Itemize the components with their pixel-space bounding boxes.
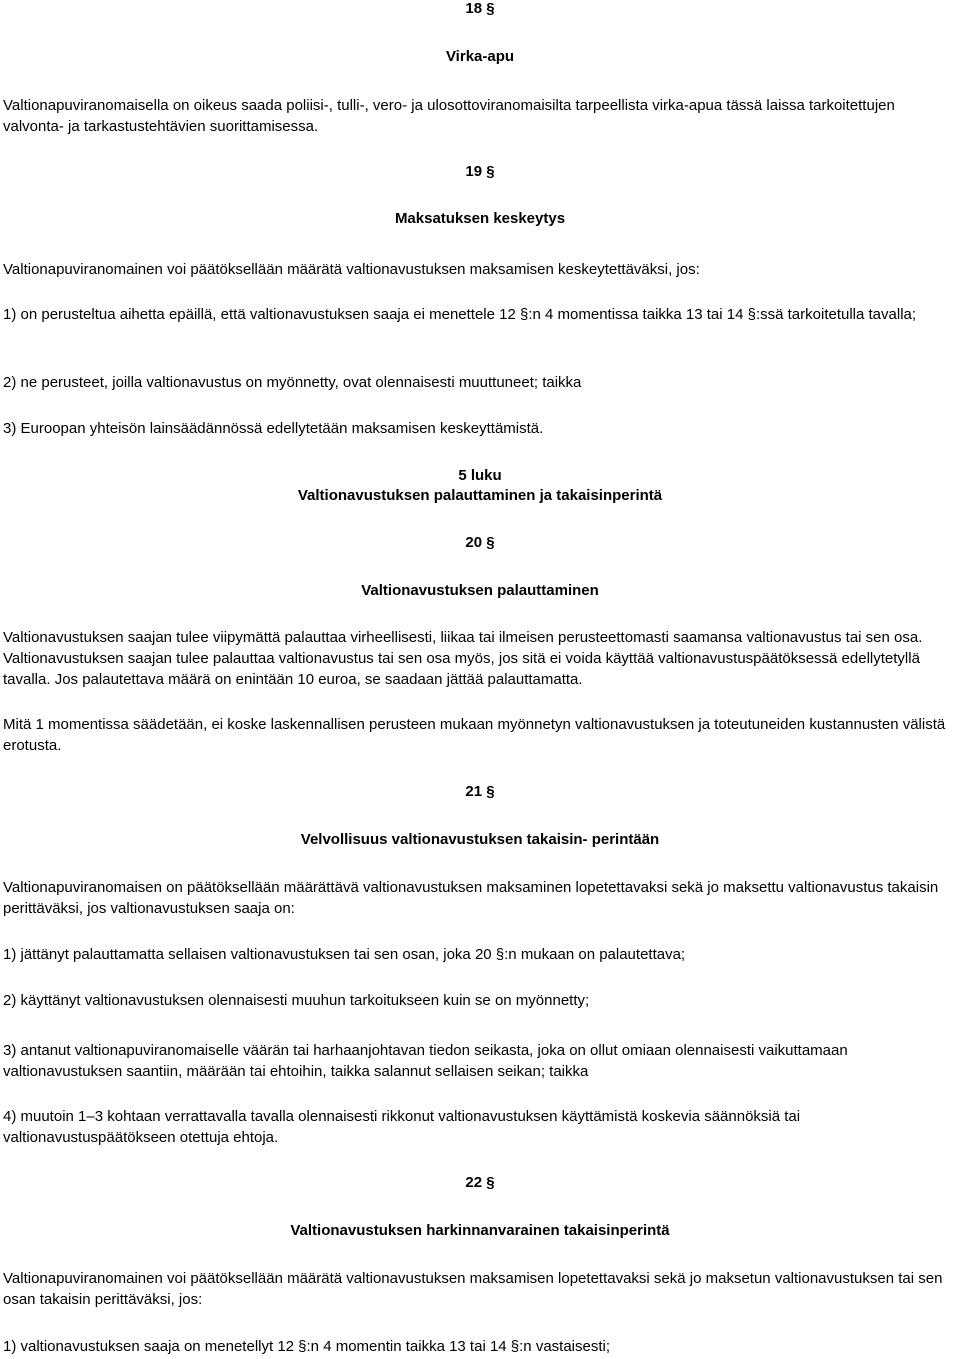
section-22-intro: Valtionapuviranomainen voi päätöksellään määrätä valtionavustuksen maksamisen lopetettavaksi sekä jo maksetun valtionavustuksen tai sen osan takaisin perittäväksi, jos: [3, 1270, 943, 1308]
section-21-title: Velvollisuus valtionavustuksen takaisin- perintään [300, 831, 660, 848]
chapter-5-title: Valtionavustuksen palauttaminen ja takaisinperintä [297, 487, 663, 504]
section-22-item-1: 1) valtionavustuksen saaja on menetellyt 12 §:n 4 momentin taikka 13 tai 14 §:n vastaisesti; [3, 1338, 611, 1355]
section-18-paragraph: Valtionapuviranomaisella on oikeus saada poliisi-, tulli-, vero- ja ulosottoviranomaisilta tarpeellista virka-apua tässä laissa tarkoitettujen valvonta- ja tarkastustehtävien suorittamisessa. [3, 97, 895, 135]
section-19-item-1: 1) on perusteltua aihetta epäillä, että valtionavustuksen saaja ei menettele 12 §:n 4 momentissa taikka 13 tai 14 §:ssä tarkoitetulla tavalla; [3, 306, 917, 323]
chapter-5-number: 5 luku [458, 467, 502, 484]
section-19-item-3: 3) Euroopan yhteisön lainsäädännössä edellytetään maksamisen keskeyttämistä. [3, 420, 544, 437]
section-18-title: Virka-apu [445, 48, 515, 65]
section-19-intro: Valtionapuviranomainen voi päätöksellään määrätä valtionavustuksen maksamisen keskeytettäväksi, jos: [3, 261, 700, 278]
section-20-paragraph-1: Valtionavustuksen saajan tulee viipymättä palauttaa virheellisesti, liikaa tai ilmeisen perusteettomasti saamansa valtionavustus tai sen osa. Valtionavustuksen saajan tulee palauttaa valtionavustus tai sen osa myös, jos sitä ei voida käyttää valtionavustuspäätöksessä edellytetyllä tavalla. Jos palautettava määrä on enintään 10 euroa, se saadaan jättää palauttamatta. [3, 629, 923, 688]
section-19-item-2: 2) ne perusteet, joilla valtionavustus on myönnetty, ovat olennaisesti muuttuneet; taikka [3, 374, 582, 391]
section-21-item-2: 2) käyttänyt valtionavustuksen olennaisesti muuhun tarkoitukseen kuin se on myönnetty; [3, 992, 590, 1009]
section-21-item-3: 3) antanut valtionapuviranomaiselle väärän tai harhaanjohtavan tiedon seikasta, joka on ollut omiaan olennaisesti vaikuttamaan valtionavustuksen saantiin, määrään tai ehtoihin, taikka salannut sellaisen seikan; taikka [3, 1042, 848, 1080]
section-21-intro: Valtionapuviranomaisen on päätöksellään määrättävä valtionavustuksen maksaminen lopetettavaksi sekä jo maksettu valtionavustus takaisin perittäväksi, jos valtionavustuksen saaja on: [3, 879, 939, 917]
section-22-number: 22 § [465, 1174, 495, 1191]
section-21-item-4: 4) muutoin 1–3 kohtaan verrattavalla tavalla olennaisesti rikkonut valtionavustuksen käyttämistä koskevia säännöksiä tai valtionavustuspäätökseen otettuja ehtoja. [3, 1108, 801, 1146]
section-21-item-1: 1) jättänyt palauttamatta sellaisen valtionavustuksen tai sen osan, joka 20 §:n mukaan on palautettava; [3, 946, 686, 963]
section-20-paragraph-2: Mitä 1 momentissa säädetään, ei koske laskennallisen perusteen mukaan myönnetyn valtionavustuksen ja toteutuneiden kustannusten välistä erotusta. [3, 716, 946, 754]
section-20-title: Valtionavustuksen palauttaminen [361, 582, 599, 599]
section-18-number: 18 § [465, 0, 495, 17]
section-22-title: Valtionavustuksen harkinnanvarainen takaisinperintä [290, 1222, 670, 1239]
section-19-number: 19 § [465, 163, 495, 180]
section-20-number: 20 § [465, 534, 495, 551]
section-19-title: Maksatuksen keskeytys [394, 210, 566, 227]
section-21-number: 21 § [465, 783, 495, 800]
